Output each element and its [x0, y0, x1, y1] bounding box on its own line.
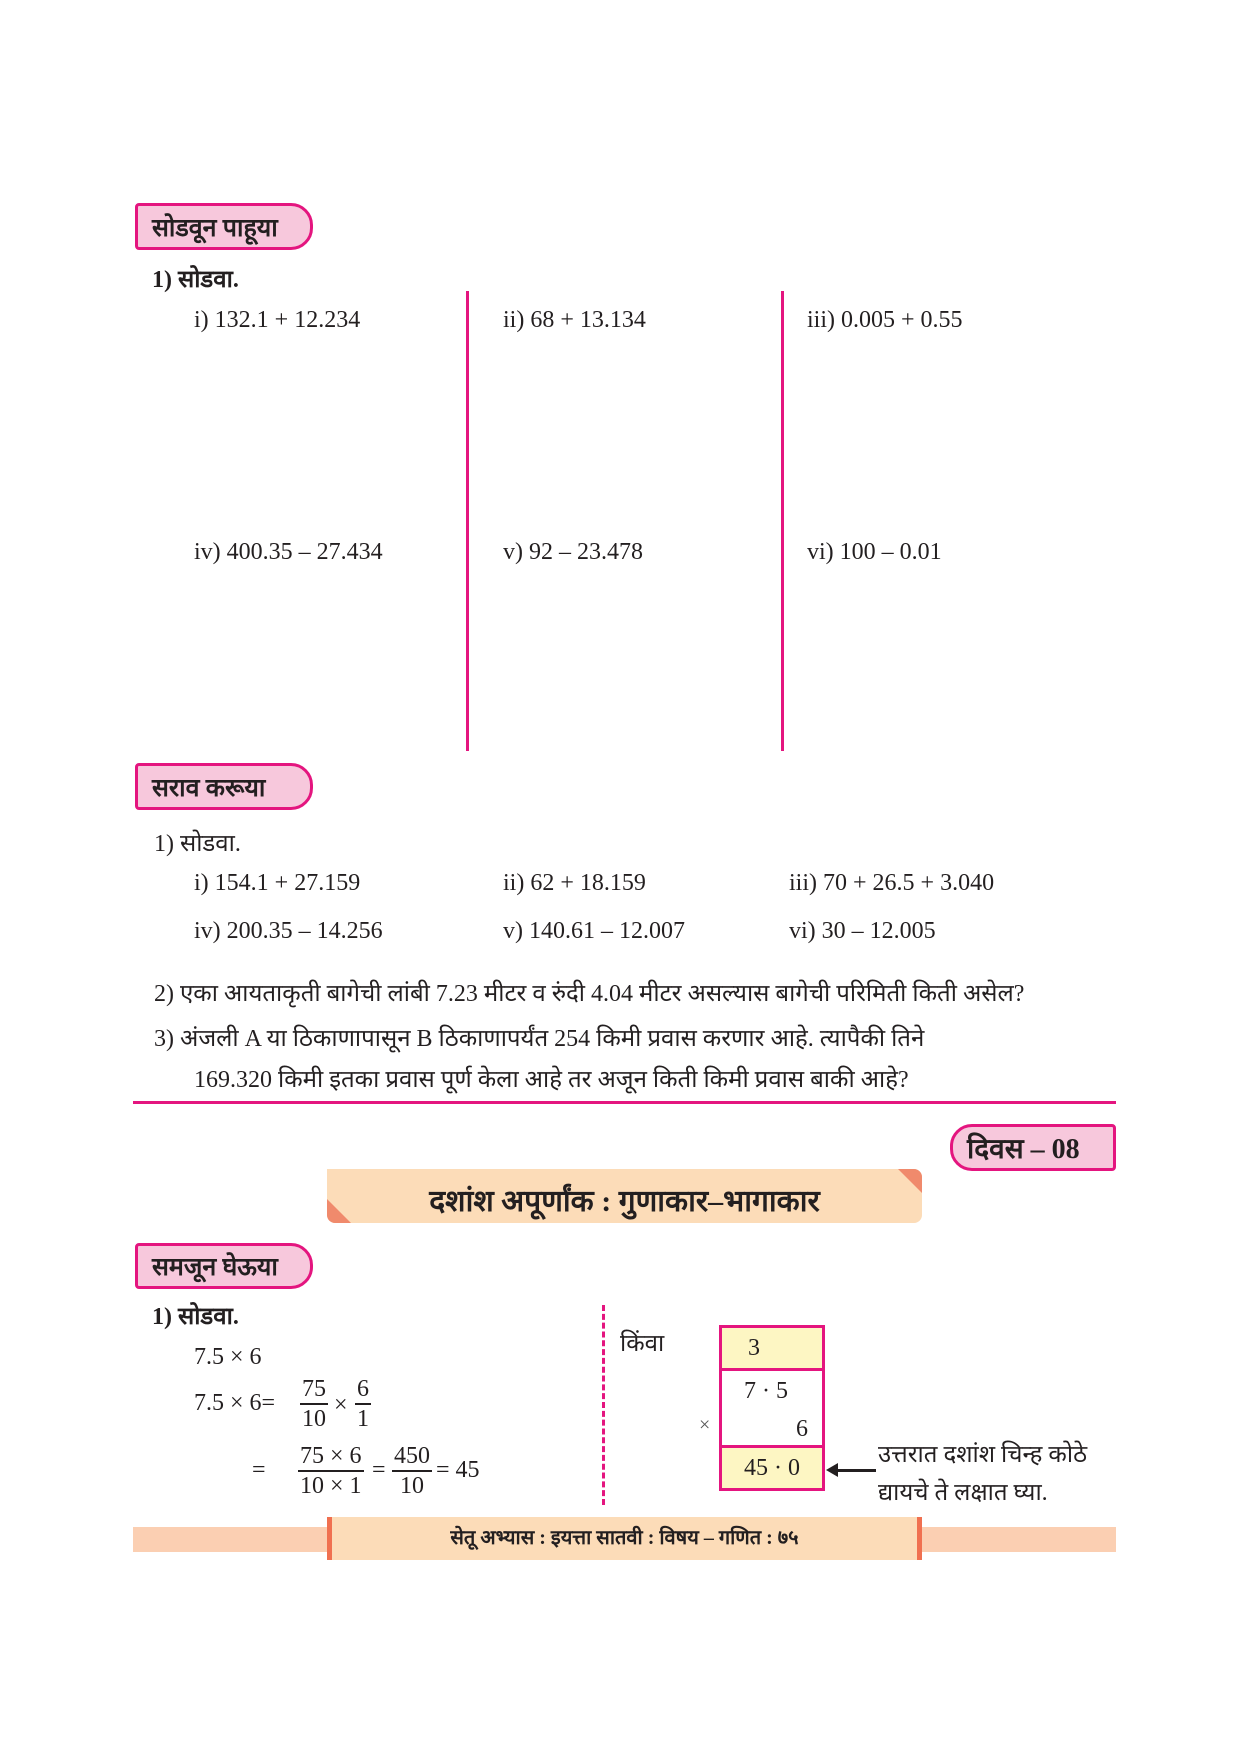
numerator: 450 — [392, 1442, 432, 1472]
section-badge-understand: समजून घेऊया — [135, 1243, 313, 1289]
chapter-title: दशांश अपूर्णांक : गुणाकार–भागाकार — [429, 1185, 820, 1218]
fraction — [392, 1442, 432, 1500]
question-label: 1) सोडवा. — [152, 1304, 239, 1330]
denominator: 10 × 1 — [300, 1473, 362, 1499]
or-label: किंवा — [620, 1331, 665, 1357]
problem-item: iii) 70 + 26.5 + 3.040 — [789, 870, 995, 896]
times-sign: × — [334, 1392, 348, 1418]
word-problem-2: 2) एका आयताकृती बागेची लांबी 7.23 मीटर व रुंदी 4.04 मीटर असल्यास बागेची परिमिती किती असेल? — [154, 981, 1025, 1007]
note-text: उत्तरात दशांश चिन्ह कोठे — [878, 1442, 1088, 1468]
multiplication-box — [719, 1325, 825, 1491]
dashed-divider — [602, 1305, 605, 1505]
problem-item: i) 154.1 + 27.159 — [194, 870, 361, 896]
note-text: द्यायचे ते लक्षात घ्या. — [878, 1480, 1048, 1506]
word-problem-3: 3) अंजली A या ठिकाणापासून B ठिकाणापर्यंत 254 किमी प्रवास करणार आहे. त्यापैकी तिने — [154, 1026, 925, 1052]
question-label: 1) सोडवा. — [152, 267, 239, 293]
numerator: 6 — [355, 1375, 371, 1405]
section-badge-solve-try: सोडवून पाहूया — [135, 203, 313, 250]
chapter-title-banner — [327, 1169, 922, 1223]
problem-item: i) 132.1 + 12.234 — [194, 307, 361, 333]
problem-item: vi) 30 – 12.005 — [789, 918, 936, 944]
equals-sign: = — [372, 1457, 386, 1483]
section-badge-practice: सराव करूया — [135, 763, 313, 810]
numerator: 75 — [300, 1375, 328, 1405]
problem-item: ii) 62 + 18.159 — [503, 870, 646, 896]
arrow-icon — [830, 1469, 876, 1472]
problem-item: iv) 200.35 – 14.256 — [194, 918, 383, 944]
word-problem-3-cont: 169.320 किमी इतका प्रवास पूर्ण केला आहे तर अजून किती किमी प्रवास बाकी आहे? — [194, 1067, 909, 1093]
numerator: 75 × 6 — [298, 1442, 364, 1472]
section-divider — [133, 1101, 1116, 1104]
day-badge: दिवस – 08 — [950, 1124, 1116, 1171]
denominator: 10 — [302, 1406, 326, 1432]
question-label: 1) सोडवा. — [154, 831, 241, 857]
problem-item: iii) 0.005 + 0.55 — [807, 307, 963, 333]
result: = 45 — [436, 1457, 480, 1483]
column-divider — [466, 291, 469, 751]
carry-cell: 3 — [722, 1328, 822, 1371]
problem-item: v) 92 – 23.478 — [503, 539, 643, 565]
expression: 7.5 × 6= — [194, 1390, 276, 1416]
problem-item: iv) 400.35 – 27.434 — [194, 539, 383, 565]
fraction — [300, 1375, 328, 1433]
column-divider — [781, 291, 784, 751]
multiplicand: 7 · 5 — [744, 1378, 788, 1404]
denominator: 1 — [357, 1406, 369, 1432]
footer-text: सेतू अभ्यास : इयत्ता सातवी : विषय – गणित : ७५ — [327, 1517, 922, 1560]
problem-item: v) 140.61 – 12.007 — [503, 918, 685, 944]
product-cell: 45 · 0 — [722, 1445, 822, 1488]
equals-sign: = — [252, 1457, 266, 1483]
expression: 7.5 × 6 — [194, 1344, 262, 1370]
fraction — [298, 1442, 364, 1500]
problem-item: vi) 100 – 0.01 — [807, 539, 942, 565]
multiplier: 6 — [796, 1416, 808, 1442]
multiply-sign: × — [699, 1414, 711, 1436]
fraction — [355, 1375, 371, 1433]
denominator: 10 — [400, 1473, 424, 1499]
problem-item: ii) 68 + 13.134 — [503, 307, 646, 333]
